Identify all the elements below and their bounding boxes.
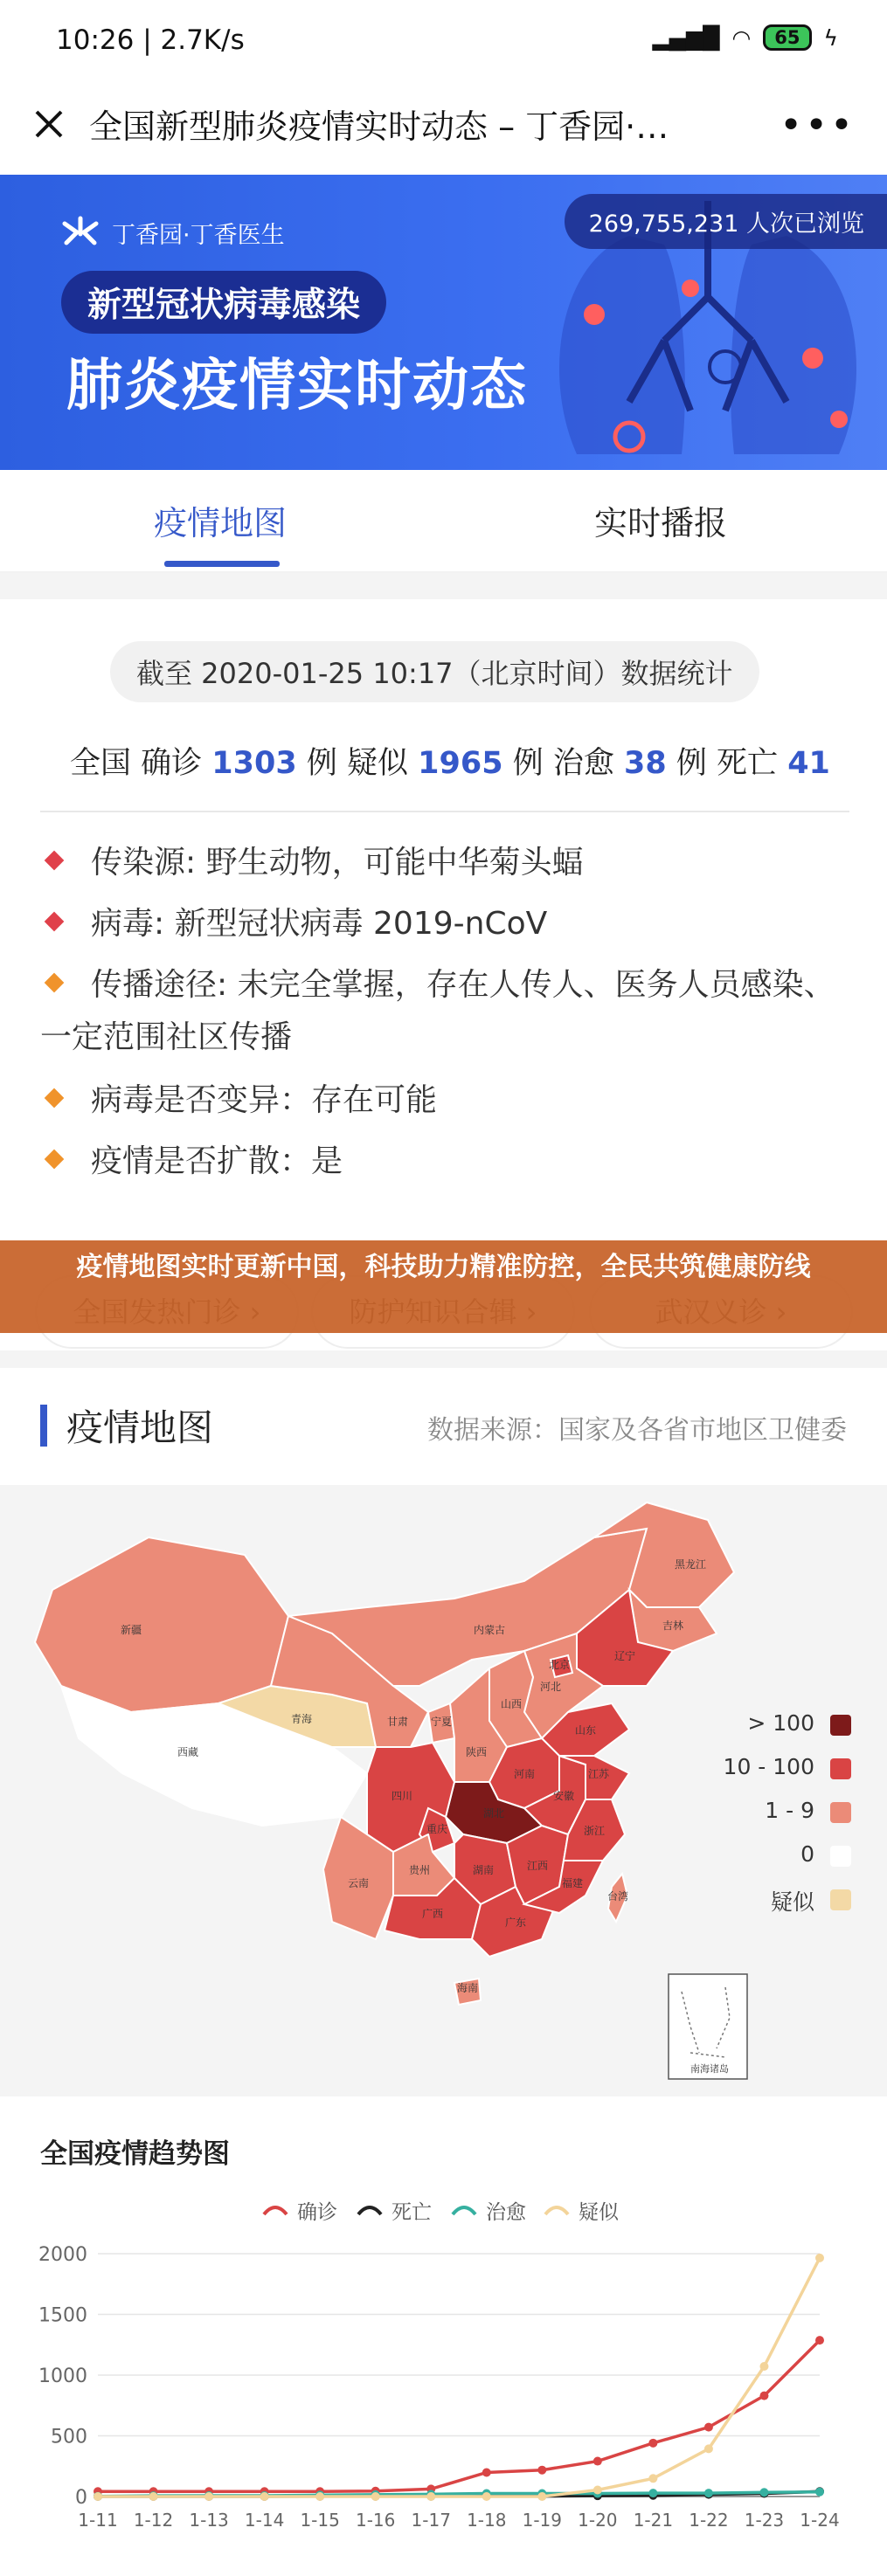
x-tick-label: 1-18 (467, 2510, 507, 2531)
section-gap (0, 573, 887, 599)
data-point-3-1[interactable] (149, 2492, 158, 2501)
cured-count: 38 (624, 746, 667, 781)
fact-text: 疫情是否扩散：是 (91, 1143, 343, 1179)
map-region-label: 北京 (548, 1659, 571, 1671)
data-point-0-9[interactable] (593, 2457, 602, 2466)
fact-transmission (40, 959, 844, 1064)
death-prefix: 死亡 (717, 746, 779, 781)
stats-section (0, 599, 887, 1211)
section-gap (0, 1350, 887, 1368)
fact-text: 传播途径: 未完全掌握，存在人传人、医务人员感染、一定范围社区传播 (40, 967, 835, 1055)
y-tick-label: 0 (75, 2487, 87, 2509)
x-tick-label: 1-21 (633, 2510, 674, 2531)
x-tick-label: 1-22 (689, 2510, 729, 2531)
x-tick-label: 1-12 (133, 2510, 174, 2531)
map-region-label: 湖南 (472, 1864, 495, 1876)
data-point-2-10[interactable] (648, 2489, 657, 2497)
diamond-icon (45, 851, 65, 871)
map-region-label: 贵州 (408, 1864, 431, 1876)
map-region-label: 宁夏 (430, 1716, 453, 1728)
fact-text: 病毒是否变异：存在可能 (91, 1082, 438, 1118)
national-totals (70, 739, 830, 783)
map-region-label: 内蒙古 (473, 1624, 506, 1636)
data-point-3-7[interactable] (482, 2492, 491, 2501)
map-region-label: 山东 (574, 1724, 597, 1737)
fact-virus (40, 898, 844, 950)
fact-mutation (40, 1074, 844, 1127)
section-accent-bar (40, 1405, 47, 1447)
x-tick-label: 1-20 (578, 2510, 618, 2531)
epidemic-map[interactable]: 新疆 西藏 青海 甘肃 内蒙古 黑龙江 吉林 辽宁 河北 北京 山西 宁夏 陕西 山东 河南 湖北 安徽 江苏 四川 重庆 湖南 江西 浙江 贵州 云南 广西 广东 福建 台湾 海南 南海诸岛 > 100 10 - 100 1 - 9 0 疑似 (0, 1485, 887, 2096)
map-region-label: 广西 (421, 1908, 444, 1920)
map-region-label: 浙江 (583, 1825, 606, 1837)
death-count: 41 (787, 746, 830, 781)
map-region-label: 陕西 (465, 1746, 488, 1758)
diamond-icon (45, 912, 65, 932)
map-region-label: 辽宁 (613, 1650, 636, 1662)
close-icon[interactable] (24, 100, 73, 148)
x-tick-label: 1-11 (78, 2510, 118, 2531)
legend-item-suspected: 疑似 (544, 2196, 619, 2225)
diamond-icon (45, 1088, 65, 1108)
diamond-icon (45, 973, 65, 993)
divider (40, 811, 849, 812)
confirmed-unit: 例 (306, 746, 337, 781)
data-point-3-4[interactable] (315, 2492, 324, 2501)
map-region-0[interactable] (35, 1537, 288, 1712)
trend-chart (0, 2096, 887, 2576)
data-point-2-12[interactable] (759, 2488, 768, 2497)
series-line-0 (98, 2340, 820, 2491)
legend-item-confirmed: 确诊 (262, 2196, 337, 2225)
status-time: 10:26 | 2.7K/s (56, 24, 245, 56)
suspected-unit: 例 (512, 746, 544, 781)
x-tick-label: 1-15 (300, 2510, 340, 2531)
charging-icon: ϟ (823, 24, 838, 51)
brand-name: 丁香园·丁香医生 (112, 221, 285, 249)
map-region-label: 青海 (290, 1713, 313, 1725)
y-tick-label: 1500 (38, 2304, 87, 2327)
map-region-label: 广东 (504, 1916, 527, 1929)
map-region-label: 河北 (539, 1681, 562, 1693)
fact-text: 传染源: 野生动物，可能中华菊头蝠 (91, 845, 584, 881)
data-point-3-13[interactable] (815, 2254, 824, 2262)
data-point-3-11[interactable] (704, 2444, 713, 2453)
brand-logo (61, 215, 285, 250)
signal-icon: ▂▄▆█ (652, 24, 720, 51)
map-region-label: 山西 (500, 1698, 523, 1710)
nav-bar (0, 80, 887, 168)
x-tick-label: 1-24 (800, 2510, 840, 2531)
status-icons (653, 24, 838, 51)
x-tick-label: 1-19 (522, 2510, 563, 2531)
banner-title: 肺炎疫情实时动态 (66, 354, 528, 418)
map-region-label: 西藏 (177, 1746, 199, 1758)
data-point-0-12[interactable] (759, 2392, 768, 2400)
map-region-label: 甘肃 (386, 1716, 409, 1728)
data-point-3-6[interactable] (426, 2492, 435, 2501)
header-banner (0, 175, 887, 470)
status-bar (0, 0, 887, 80)
china-map[interactable] (0, 1485, 887, 2096)
data-point-3-10[interactable] (648, 2474, 657, 2483)
data-point-0-8[interactable] (537, 2466, 546, 2475)
map-region-label: 福建 (561, 1877, 584, 1889)
data-point-3-2[interactable] (204, 2492, 213, 2501)
map-region-label: 海南 (456, 1982, 479, 1994)
tab-epidemic-map[interactable]: 疫情地图 (154, 504, 288, 542)
map-title: 疫情地图 (66, 1406, 214, 1449)
data-point-3-5[interactable] (371, 2492, 380, 2501)
south-sea-label: 南海诸岛 (690, 2063, 729, 2075)
data-point-2-11[interactable] (704, 2489, 713, 2497)
x-tick-label: 1-17 (411, 2510, 451, 2531)
headline-overlay: 疫情地图实时更新中国，科技助力精准防控，全民共筑健康防线 (0, 1240, 887, 1333)
data-point-3-9[interactable] (593, 2485, 602, 2494)
y-tick-label: 2000 (38, 2244, 87, 2266)
data-timestamp: 截至 2020-01-25 10:17（北京时间）数据统计 (110, 641, 759, 702)
confirmed-count: 1303 (211, 746, 297, 781)
fact-spread (40, 1136, 844, 1188)
map-region-label: 重庆 (426, 1823, 448, 1835)
tab-bar (0, 470, 887, 573)
diamond-icon (45, 1150, 65, 1170)
wifi-icon: ◠ (731, 24, 752, 51)
legend-item-death: 死亡 (357, 2196, 432, 2225)
battery-icon: 65 (763, 24, 811, 51)
data-point-3-12[interactable] (759, 2362, 768, 2371)
map-region-label: 安徽 (552, 1790, 575, 1802)
x-tick-label: 1-16 (355, 2510, 396, 2531)
map-region-label: 黑龙江 (674, 1558, 707, 1571)
map-header (0, 1368, 887, 1485)
map-region-label: 新疆 (120, 1624, 142, 1636)
data-point-0-7[interactable] (482, 2468, 491, 2476)
suspected-prefix: 疑似 (347, 746, 409, 781)
cured-prefix: 治愈 (552, 746, 614, 781)
map-region-label: 云南 (347, 1877, 370, 1889)
data-point-3-0[interactable] (94, 2492, 102, 2501)
fact-text: 病毒: 新型冠状病毒 2019-nCoV (91, 906, 548, 942)
map-region-label: 河南 (513, 1768, 536, 1780)
map-region-label: 江苏 (587, 1768, 610, 1780)
x-tick-label: 1-13 (189, 2510, 229, 2531)
cured-unit: 例 (676, 746, 707, 781)
more-icon[interactable]: ••• (780, 103, 856, 148)
dxy-logo-icon (61, 215, 100, 250)
fact-source (40, 837, 844, 889)
map-region-label: 江西 (526, 1860, 549, 1872)
confirmed-prefix: 全国 确诊 (70, 746, 203, 781)
map-source: 数据来源：国家及各省市地区卫健委 (427, 1415, 847, 1446)
map-region-label: 湖北 (482, 1807, 505, 1820)
data-point-0-11[interactable] (704, 2423, 713, 2432)
data-point-0-10[interactable] (648, 2439, 657, 2448)
suspected-count: 1965 (418, 746, 503, 781)
data-point-2-13[interactable] (815, 2488, 824, 2497)
map-region-label: 台湾 (606, 1890, 629, 1903)
y-tick-label: 1000 (38, 2365, 87, 2387)
map-region-label: 四川 (391, 1790, 413, 1802)
x-tick-label: 1-14 (244, 2510, 285, 2531)
banner-subtitle: 新型冠状病毒感染 (61, 271, 386, 334)
data-point-0-13[interactable] (815, 2336, 824, 2345)
trend-chart-title: 全国疫情趋势图 (40, 2138, 230, 2170)
data-point-3-3[interactable] (260, 2492, 269, 2501)
tab-active-indicator (164, 561, 280, 567)
series-line-3 (98, 2258, 820, 2497)
data-point-3-8[interactable] (537, 2492, 546, 2501)
x-tick-label: 1-23 (744, 2510, 785, 2531)
views-counter: 269,755,231 人次已浏览 (565, 194, 887, 249)
map-region-label: 吉林 (662, 1619, 684, 1632)
trend-chart-section (0, 2096, 887, 2576)
tab-live-report[interactable]: 实时播报 (594, 504, 728, 542)
legend-item-cured: 治愈 (451, 2196, 526, 2225)
page-title: 全国新型肺炎疫情实时动态 – 丁香园·… (89, 107, 669, 146)
y-tick-label: 500 (51, 2426, 87, 2448)
